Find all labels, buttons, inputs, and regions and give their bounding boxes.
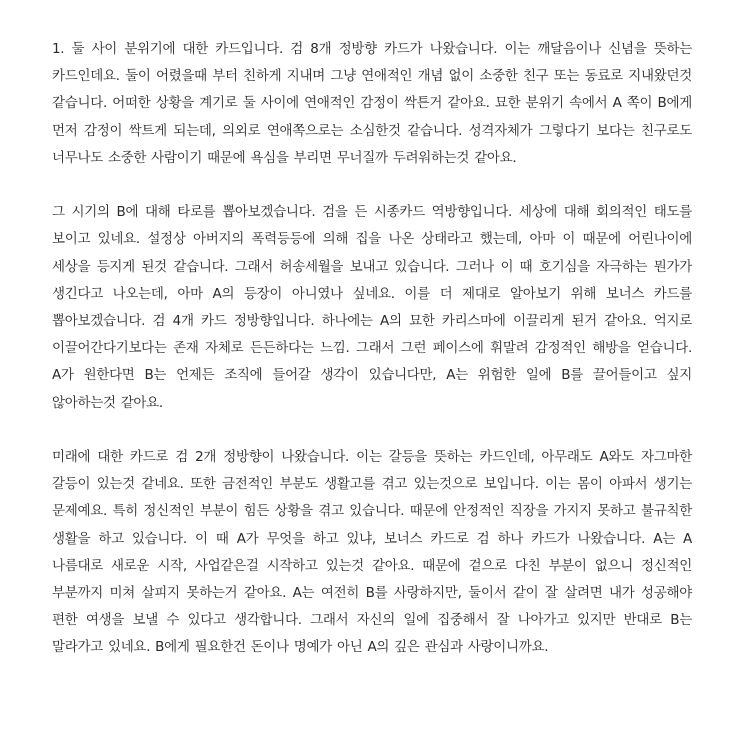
document-body [52,36,692,662]
paragraph-card-reading-b: 그 시기의 B에 대해 타로를 뽑아보겠습니다. 검을 든 시종카드 역방향입니다. 세상에 대해 회의적인 태도를 보이고 있네요. 설정상 아버지의 폭력등등에 의해 집을 나온 상태라고 했는데, 아마 이 때문에 어린나이에 세상을 등지게 된것 같습니다. 그래서 허송세월을 보내고 있습니다. 그러나 이 때 호기심을 자극하는 뭔가가 생긴다고 나오는데, 아마 A의 등장이 아니였나 싶네요. 이를 더 제대로 알아보기 위해 보너스 카드를 뽑아보겠습니다. 검 4개 카드 정방향입니다. 하나에는 A의 묘한 카리스마에 이끌리게 된거 같아요. 억지로 이끌어간다기보다는 존재 자체로 든든하다는 느낌. 그래서 그런 페이스에 휘말려 감정적인 해방을 얻습니다. A가 원한다면 B는 언제든 조직에 들어갈 생각이 있습니다만, A는 위험한 일에 B를 끌어들이고 싶지 않아하는것 같아요. [52,204,692,411]
paragraph-card-reading-future: 미래에 대한 카드로 검 2개 정방향이 나왔습니다. 이는 갈등을 뜻하는 카드인데, 아무래도 A와도 자그마한 갈등이 있는것 같네요. 또한 금전적인 부분도 생활고를 겪고 있는것으로 보입니다. 이는 몸이 아파서 생기는 문제예요. 특히 정신적인 부분이 힘든 상황을 겪고 있습니다. 때문에 안정적인 직장을 가지지 못하고 불규칙한 생활을 하고 있습니다. 이 때 A가 무엇을 하고 있냐, 보너스 카드로 검 하나 카드가 나왔습니다. A는 A 나름대로 새로운 시작, 사업같은걸 시작하고 있는것 같아요. 때문에 겉으로 다친 부분이 없으니 정신적인 부분까지 미쳐 살피지 못하는거 같아요. A는 여전히 B를 사랑하지만, 둘이서 같이 잘 살려면 내가 성공해야 편한 여생을 보낼 수 있다고 생각합니다. 그래서 자신의 일에 집중해서 잘 나아가고 있지만 반대로 B는 말라가고 있네요. B에게 필요한건 돈이나 명예가 아닌 A의 깊은 관심과 사랑이니까요. [52,449,692,656]
paragraph-card-reading-relationship: 1. 둘 사이 분위기에 대한 카드입니다. 검 8개 정방향 카드가 나왔습니다. 이는 깨달음이나 신념을 뜻하는 카드인데요. 둘이 어렸을때 부터 친하게 지내며 그냥 연애적인 개념 없이 소중한 친구 또는 동료로 지내왔던것 같습니다. 어떠한 상황을 계기로 둘 사이에 연애적인 감정이 싹튼거 같아요. 묘한 분위기 속에서 A 쪽이 B에게 먼저 감정이 싹트게 되는데, 의외로 연애쪽으로는 소심한것 같습니다. 성격자체가 그렇다기 보다는 친구로도 너무나도 소중한 사람이기 때문에 욕심을 부리면 무너질까 두려워하는것 같아요. [52,41,692,166]
